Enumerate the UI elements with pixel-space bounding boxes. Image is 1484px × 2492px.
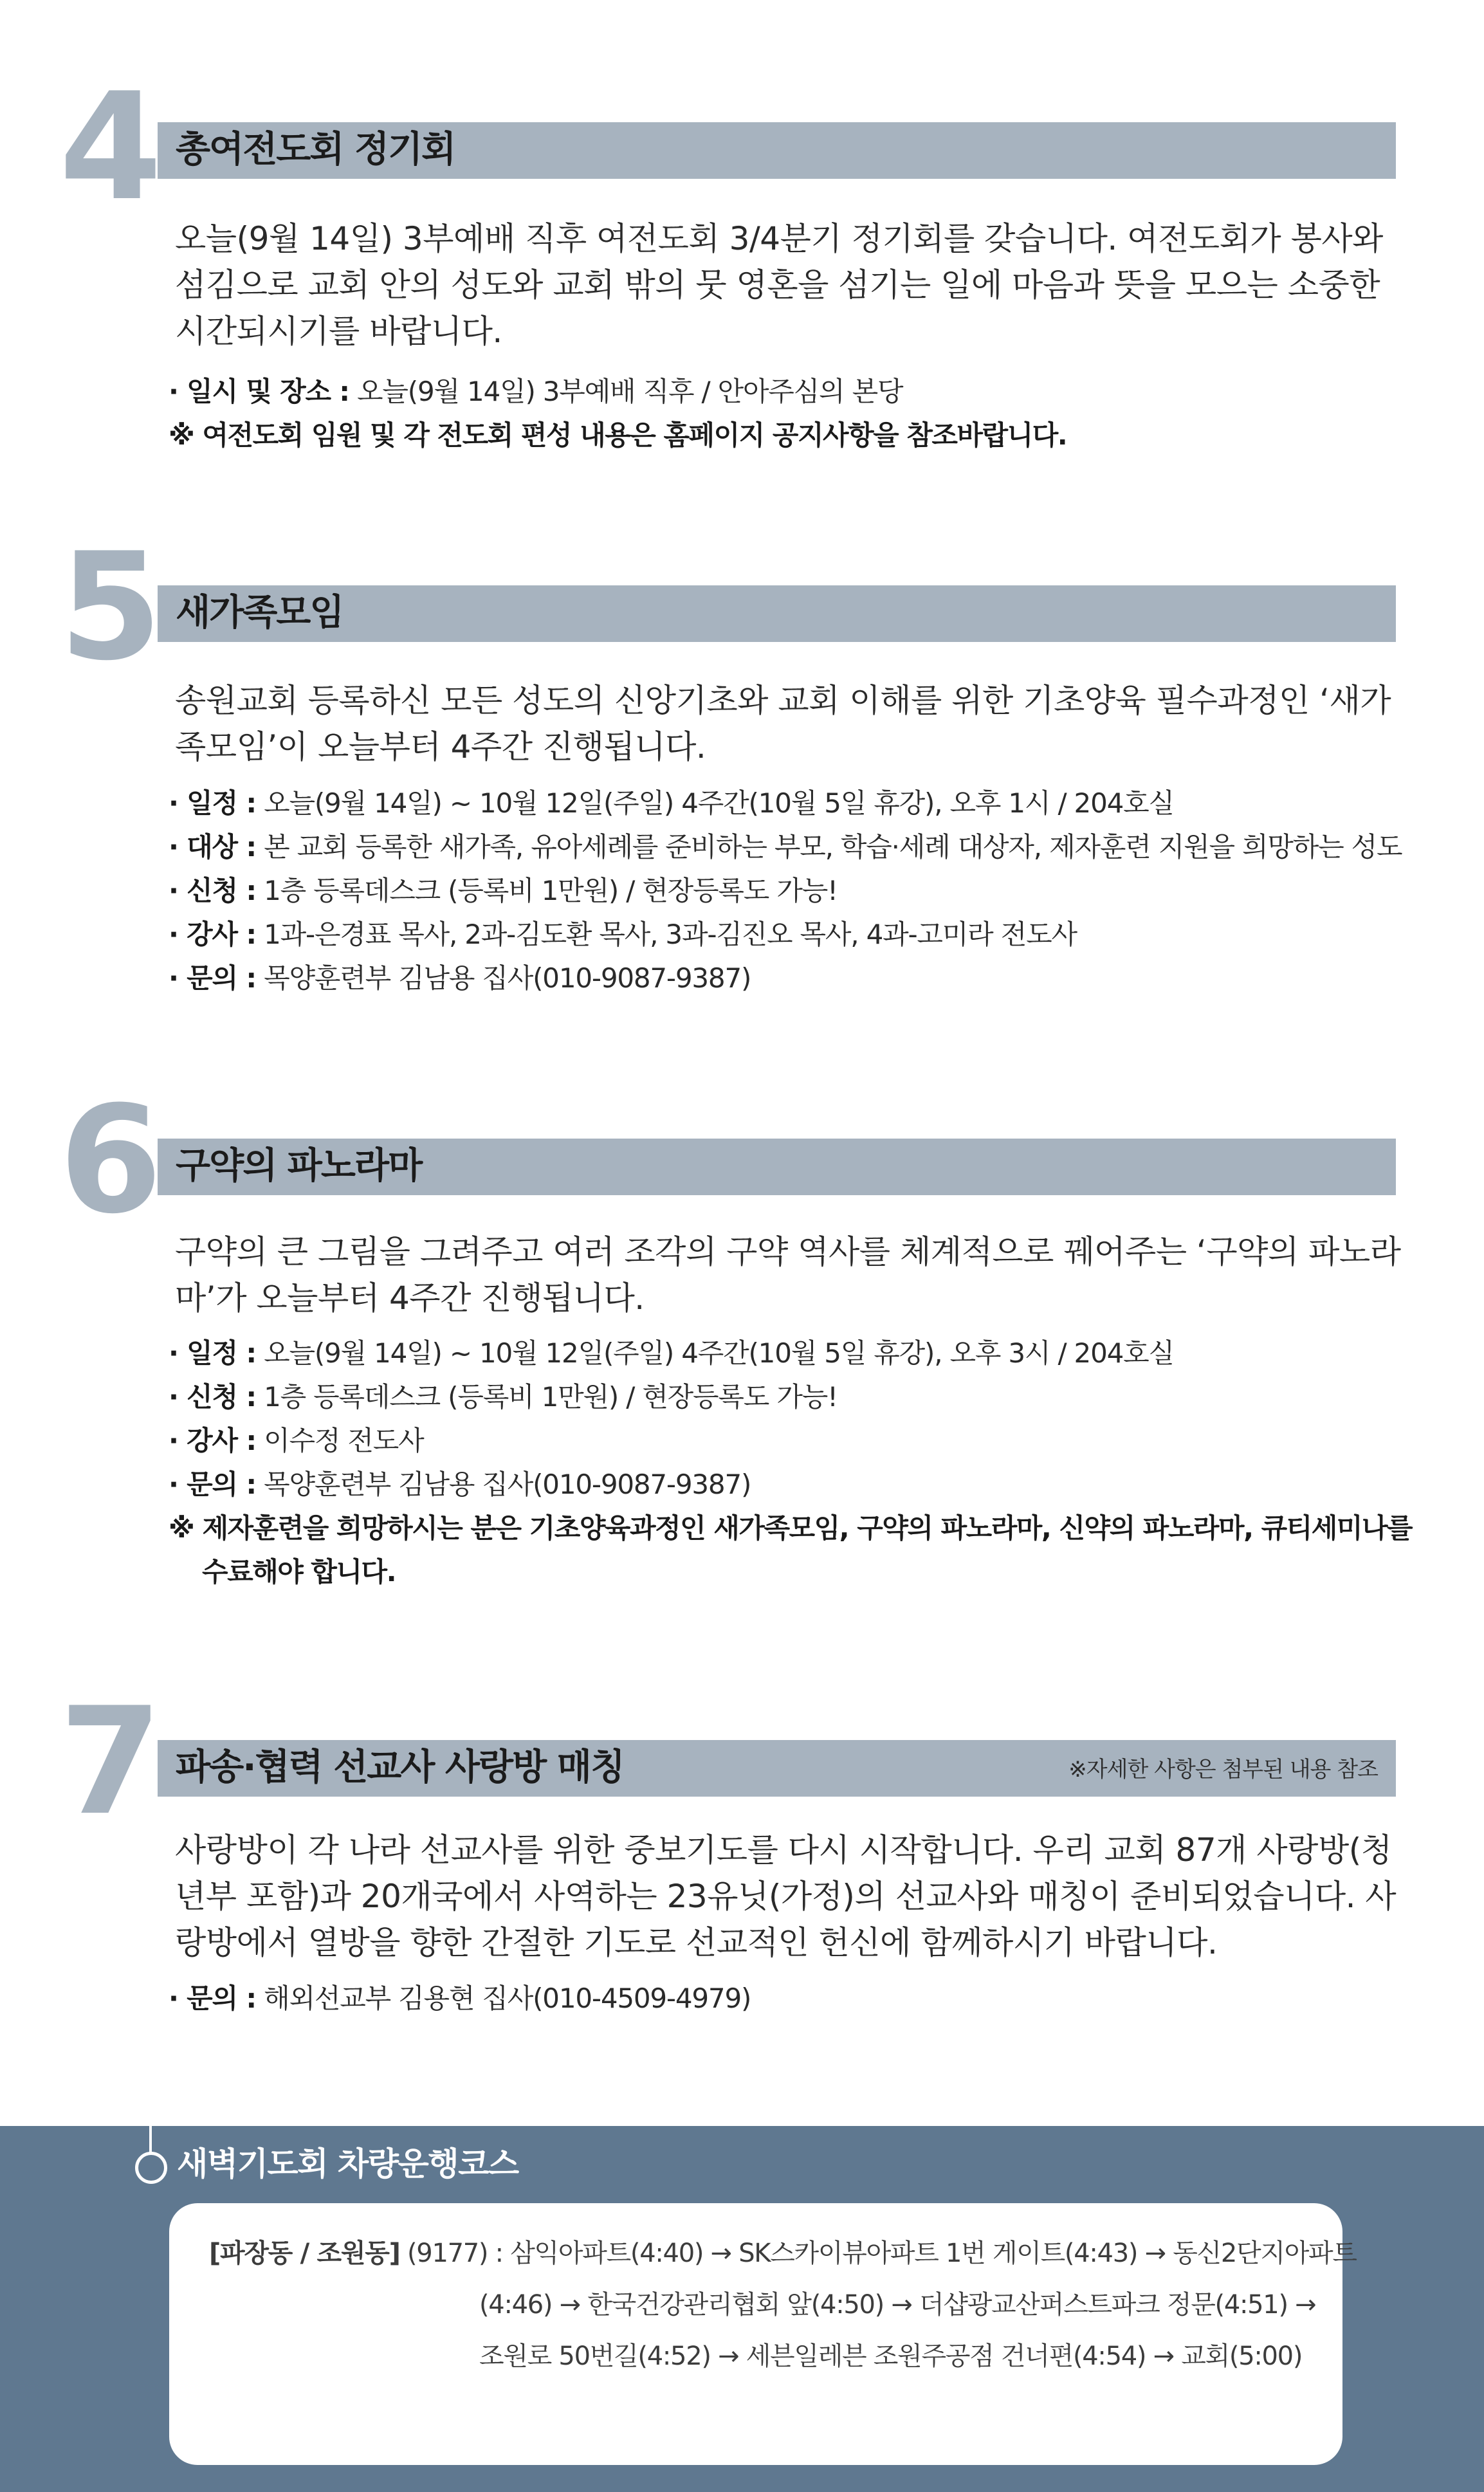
dawn-prayer-bus-panel [0, 2126, 1484, 2492]
section-title: 새가족모임 [176, 592, 344, 634]
info-item: · 강사 : 1과-은경표 목사, 2과-김도환 목사, 3과-김진오 목사, 4과-고미라 전도사 [169, 919, 1077, 950]
info-item: · 문의 : 목양훈련부 김남용 집사(010-9087-9387) [169, 962, 751, 994]
section-number: 4 [59, 62, 158, 234]
info-item: · 대상 : 본 교회 등록한 새가족, 유아세례를 준비하는 부모, 학습·세례 대상자, 제자훈련 지원을 희망하는 성도 [169, 831, 1402, 863]
route-label: [파장동 / 조원동] [209, 2239, 400, 2268]
circle-marker-icon [135, 2152, 167, 2184]
info-item: · 강사 : 이수정 전도사 [169, 1425, 424, 1456]
note: ※ 여전도회 임원 및 각 전도회 편성 내용은 홈페이지 공지사항을 참조바랍니다. [169, 419, 1067, 451]
section-paragraph: 송원교회 등록하신 모든 성도의 신앙기초와 교회 이해를 위한 기초양육 필수과정인 ‘새가족모임’이 오늘부터 4주간 진행됩니다. [175, 682, 1391, 765]
info-item: · 일정 : 오늘(9월 14일) ~ 10월 12일(주일) 4주간(10월 5일 휴강), 오후 3시 / 204호실 [169, 1337, 1174, 1369]
section-paragraph: 사랑방이 각 나라 선교사를 위한 중보기도를 다시 시작합니다. 우리 교회 87개 사랑방(청년부 포함)과 20개국에서 사역하는 23유닛(가정)의 선교사와 매칭이 준비되었습니다. 사랑방에서 열방을 향한 간절한 기도로 선교적인 헌신에 함께하시기 바랍니다. [175, 1831, 1397, 1961]
section-number: 7 [59, 1676, 158, 1848]
panel-title: 새벽기도회 차량운행코스 [177, 2145, 518, 2183]
route-box [169, 2203, 1357, 2465]
info-item: · 일시 및 장소 : 오늘(9월 14일) 3부예배 직후 / 안아주심의 본당 [169, 376, 903, 407]
section-items [169, 370, 1413, 457]
route-line: (4:46) → 한국건강관리협회 앞(4:50) → 더샵광교산퍼스트파크 정문(4:51) → [479, 2290, 1316, 2320]
section-number: 5 [59, 522, 158, 693]
info-item: · 문의 : 해외선교부 김용현 집사(010-4509-4979) [169, 1983, 751, 2014]
section-number: 6 [59, 1075, 158, 1247]
info-item: · 신청 : 1층 등록데스크 (등록비 1만원) / 현장등록도 가능! [169, 1381, 838, 1413]
section-paragraph: 오늘(9월 14일) 3부예배 직후 여전도회 3/4분기 정기회를 갖습니다. 여전도회가 봉사와 섬김으로 교회 안의 성도와 교회 밖의 뭇 영혼을 섬기는 일에 마음과 뜻을 모으는 소중한 시간되시기를 바랍니다. [175, 220, 1383, 350]
section-items [169, 1977, 1413, 2020]
route-line: [파장동 / 조원동] (9177) : 삼익아파트(4:40) → SK스카이뷰아파트 1번 게이트(4:43) → 동신2단지아파트 [209, 2239, 1357, 2268]
section-paragraph: 구약의 큰 그림을 그려주고 여러 조각의 구약 역사를 체계적으로 꿰어주는 ‘구약의 파노라마’가 오늘부터 4주간 진행됩니다. [175, 1233, 1401, 1317]
info-item: · 일정 : 오늘(9월 14일) ~ 10월 12일(주일) 4주간(10월 5일 휴강), 오후 1시 / 204호실 [169, 787, 1174, 819]
section-title: 파송·협력 선교사 사랑방 매칭 [176, 1746, 624, 1788]
section-items [169, 782, 1413, 1000]
divider [149, 2126, 152, 2153]
section-items [169, 1332, 1413, 1594]
info-item: · 문의 : 목양훈련부 김남용 집사(010-9087-9387) [169, 1469, 751, 1500]
section-title-bar [158, 1139, 1396, 1195]
section-title: 총여전도회 정기회 [176, 129, 455, 170]
section-title-bar [158, 585, 1396, 642]
side-note: ※자세한 사항은 첨부된 내용 참조 [1068, 1757, 1378, 1782]
info-item: · 신청 : 1층 등록데스크 (등록비 1만원) / 현장등록도 가능! [169, 875, 838, 906]
note: ※ 제자훈련을 희망하시는 분은 기초양육과정인 새가족모임, 구약의 파노라마, 신약의 파노라마, 큐티세미나를 수료해야 합니다. [169, 1512, 1413, 1588]
section-title-bar [158, 122, 1396, 179]
section-title: 구약의 파노라마 [176, 1145, 422, 1187]
route-line: 조원로 50번길(4:52) → 세븐일레븐 조원주공점 건너편(4:54) → 교회(5:00) [479, 2341, 1303, 2371]
section-title-bar [158, 1740, 1396, 1797]
